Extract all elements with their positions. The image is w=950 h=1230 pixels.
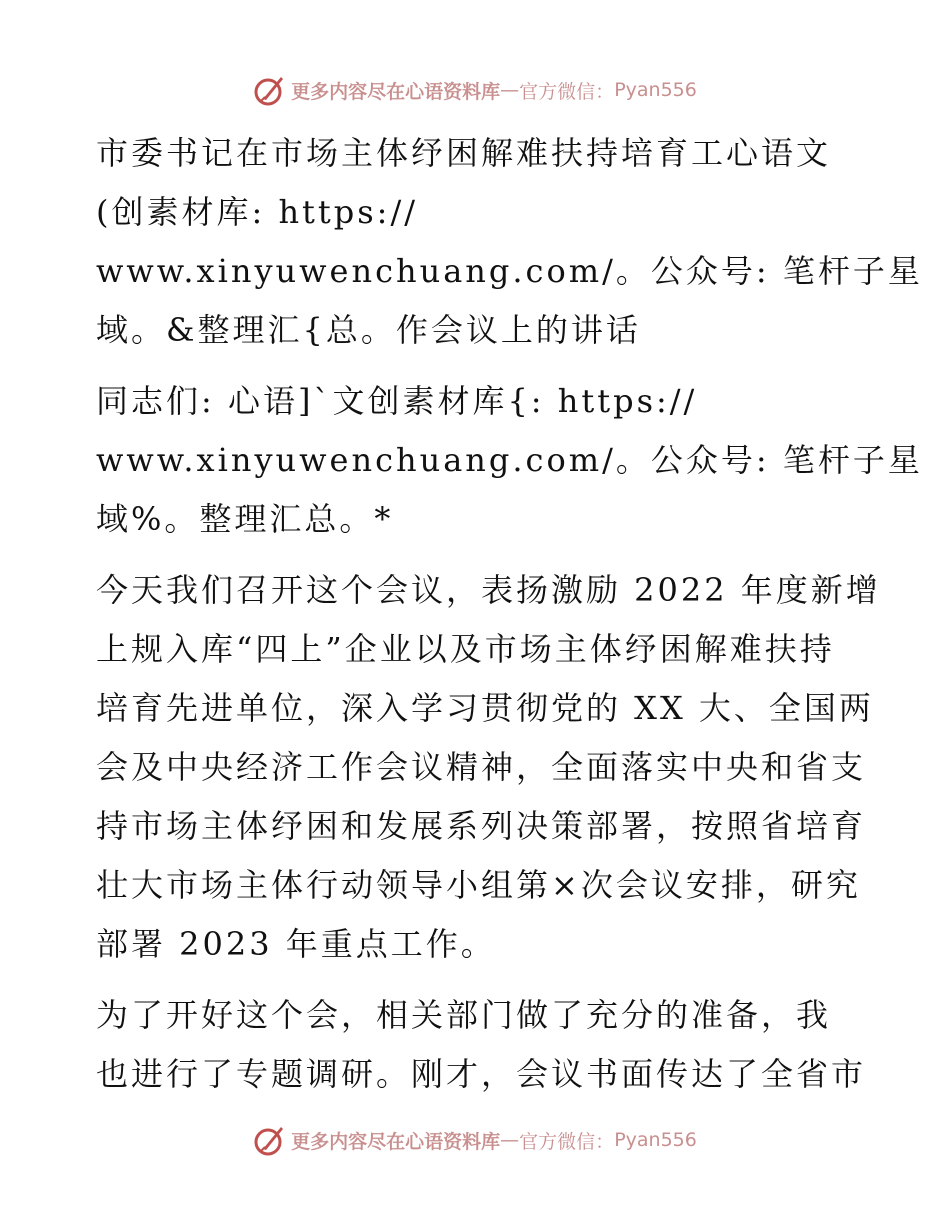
banner-wechat-id: Pyan556 [614, 1129, 697, 1151]
text-line: 部署 2023 年重点工作。 [96, 925, 496, 963]
banner-wechat-id: Pyan556 [614, 79, 697, 101]
footer-banner [0, 1122, 950, 1158]
text-line: 培育先进单位，深入学习贯彻党的 XX 大、全国两 [96, 689, 874, 727]
text-line: 今天我们召开这个会议，表扬激励 2022 年度新增 [96, 571, 881, 609]
paragraph-preparation [96, 986, 867, 1104]
banner-dash: — [500, 79, 520, 101]
text-line: 壮大市场主体行动领导小组第×次会议安排，研究 [96, 866, 861, 904]
text-line: (创素材库: https:// [96, 193, 419, 231]
banner-main-text: 更多内容尽在心语资料库 [291, 1130, 501, 1153]
banner-dash: — [500, 1129, 520, 1151]
paragraph-salutation [96, 372, 923, 549]
text-line: www.xinyuwenchuang.com/。公众号: 笔杆子星 [96, 441, 923, 479]
banner-sub-text: 官方微信： [519, 80, 615, 103]
text-line: 为了开好这个会，相关部门做了充分的准备，我 [96, 996, 832, 1034]
text-line: 域%。整理汇总。* [96, 500, 394, 538]
quill-logo-icon [253, 1123, 287, 1157]
paragraph-intro [96, 561, 881, 974]
text-line: 也进行了专题调研。刚才，会议书面传达了全省市 [96, 1055, 867, 1093]
text-line: 同志们: 心语]`文创素材库{: https:// [96, 382, 698, 420]
document-body [96, 124, 923, 1104]
header-banner [0, 72, 950, 108]
paragraph-title [96, 124, 923, 360]
banner-main-text: 更多内容尽在心语资料库 [291, 80, 501, 103]
text-line: 上规入库“四上”企业以及市场主体纾困解难扶持 [96, 630, 835, 668]
quill-logo-icon [253, 73, 287, 107]
text-line: 域。&整理汇{总。作会议上的讲话 [96, 311, 641, 349]
text-line: 会及中央经济工作会议精神，全面落实中央和省支 [96, 748, 867, 786]
text-line: 持市场主体纾困和发展系列决策部署，按照省培育 [96, 807, 867, 845]
text-line: 市委书记在市场主体纾困解难扶持培育工心语文 [96, 134, 832, 172]
banner-sub-text: 官方微信： [519, 1130, 615, 1153]
text-line: www.xinyuwenchuang.com/。公众号: 笔杆子星 [96, 252, 923, 290]
